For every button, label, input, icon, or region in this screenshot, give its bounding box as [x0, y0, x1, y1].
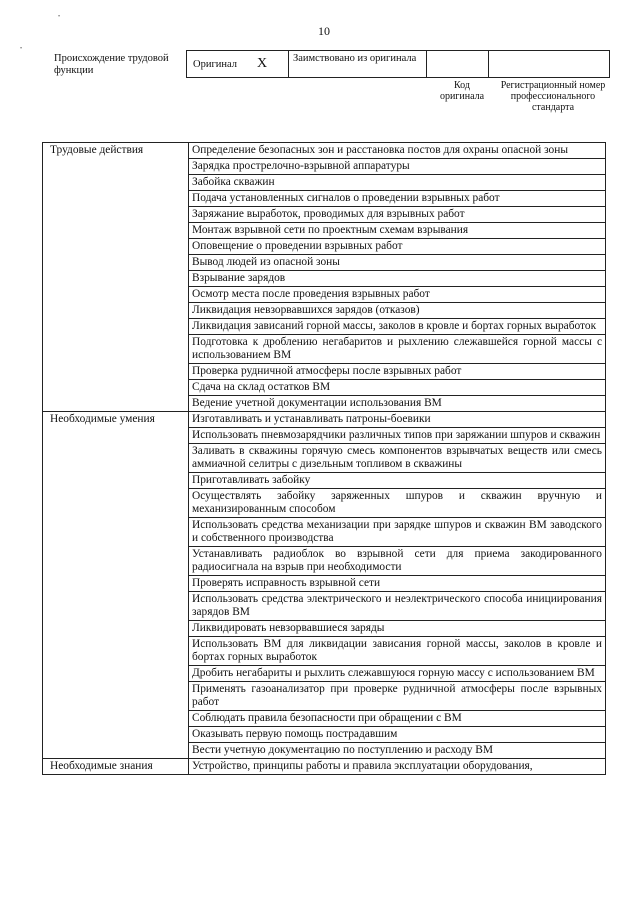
table-cell: Использовать пневмозарядчики различных типов при заряжании шпуров и скважин [189, 428, 606, 444]
table-cell: Подача установленных сигналов о проведении взрывных работ [189, 191, 606, 207]
table-cell: Вывод людей из опасной зоны [189, 255, 606, 271]
code-label: Код оригинала [439, 80, 485, 102]
table-cell: Осуществлять забойку заряженных шпуров и скважин вручную и механизированным способом [189, 489, 606, 518]
table-cell: Ликвидация невзорвавшихся зарядов (отказов) [189, 303, 606, 319]
table-cell: Ликвидировать невзорвавшиеся заряды [189, 621, 606, 637]
function-table [42, 142, 606, 775]
table-row [43, 412, 606, 428]
table-cell: Забойка скважин [189, 175, 606, 191]
table-cell: Подготовка к дроблению негабаритов и рыхлению слежавшейся горной массы с использованием ВМ [189, 335, 606, 364]
table-cell: Вести учетную документацию по поступлению и расходу ВМ [189, 743, 606, 759]
table-cell: Заряжание выработок, проводимых для взрывных работ [189, 207, 606, 223]
table-cell: Дробить негабариты и рыхлить слежавшуюся горную массу с использованием ВМ [189, 666, 606, 682]
table-cell: Применять газоанализатор при проверке рудничной атмосферы после взрывных работ [189, 682, 606, 711]
table-cell: Определение безопасных зон и расстановка постов для охраны опасной зоны [189, 143, 606, 159]
reg-label: Регистрационный номер профессионального стандарта [500, 80, 606, 113]
code-cell [427, 51, 489, 77]
original-cell [187, 51, 289, 77]
page-number: 10 [318, 24, 330, 38]
table-row [43, 759, 606, 775]
original-mark: X [257, 56, 268, 71]
table-cell: Проверка рудничной атмосферы после взрывных работ [189, 364, 606, 380]
table-cell: Ликвидация зависаний горной массы, заколов в кровле и бортах горных выработок [189, 319, 606, 335]
borrowed-label: Заимствовано из оригинала [289, 51, 427, 77]
table-cell: Оказывать первую помощь пострадавшим [189, 727, 606, 743]
section-title: Необходимые знания [43, 759, 189, 775]
origin-label: Происхождение трудовой функции [54, 53, 169, 76]
table-cell: Использовать ВМ для ликвидации зависания горной массы, заколов в кровле и бортах горных выработок [189, 637, 606, 666]
table-cell: Ведение учетной документации использования ВМ [189, 396, 606, 412]
table-cell: Осмотр места после проведения взрывных работ [189, 287, 606, 303]
section-title: Трудовые действия [43, 143, 189, 412]
scan-speck: • [20, 46, 23, 52]
table-cell: Монтаж взрывной сети по проектным схемам взрывания [189, 223, 606, 239]
table-cell: Использовать средства механизации при зарядке шпуров и скважин ВМ заводского и собственного производства [189, 518, 606, 547]
reg-number-cell [489, 51, 609, 77]
table-cell: Использовать средства электрического и неэлектрического способа инициирования зарядов ВМ [189, 592, 606, 621]
table-cell: Зарядка прострелочно-взрывной аппаратуры [189, 159, 606, 175]
table-cell: Взрывание зарядов [189, 271, 606, 287]
table-cell: Сдача на склад остатков ВМ [189, 380, 606, 396]
table-cell: Устройство, принципы работы и правила эксплуатации оборудования, [189, 759, 606, 775]
table-cell: Устанавливать радиоблок во взрывной сети для приема закодированного радиосигнала на взрыв при необходимости [189, 547, 606, 576]
scan-speck: • [58, 14, 61, 20]
table-cell: Приготавливать забойку [189, 473, 606, 489]
table-cell: Изготавливать и устанавливать патроны-боевики [189, 412, 606, 428]
table-cell: Заливать в скважины горячую смесь компонентов взрывчатых веществ или смесь аммиачной селитры с дизельным топливом в скважины [189, 444, 606, 473]
table-row [43, 143, 606, 159]
origin-box [186, 50, 610, 78]
table-cell: Соблюдать правила безопасности при обращении с ВМ [189, 711, 606, 727]
table-cell: Оповещение о проведении взрывных работ [189, 239, 606, 255]
table-cell: Проверять исправность взрывной сети [189, 576, 606, 592]
original-label: Оригинал [193, 58, 237, 70]
section-title: Необходимые умения [43, 412, 189, 759]
